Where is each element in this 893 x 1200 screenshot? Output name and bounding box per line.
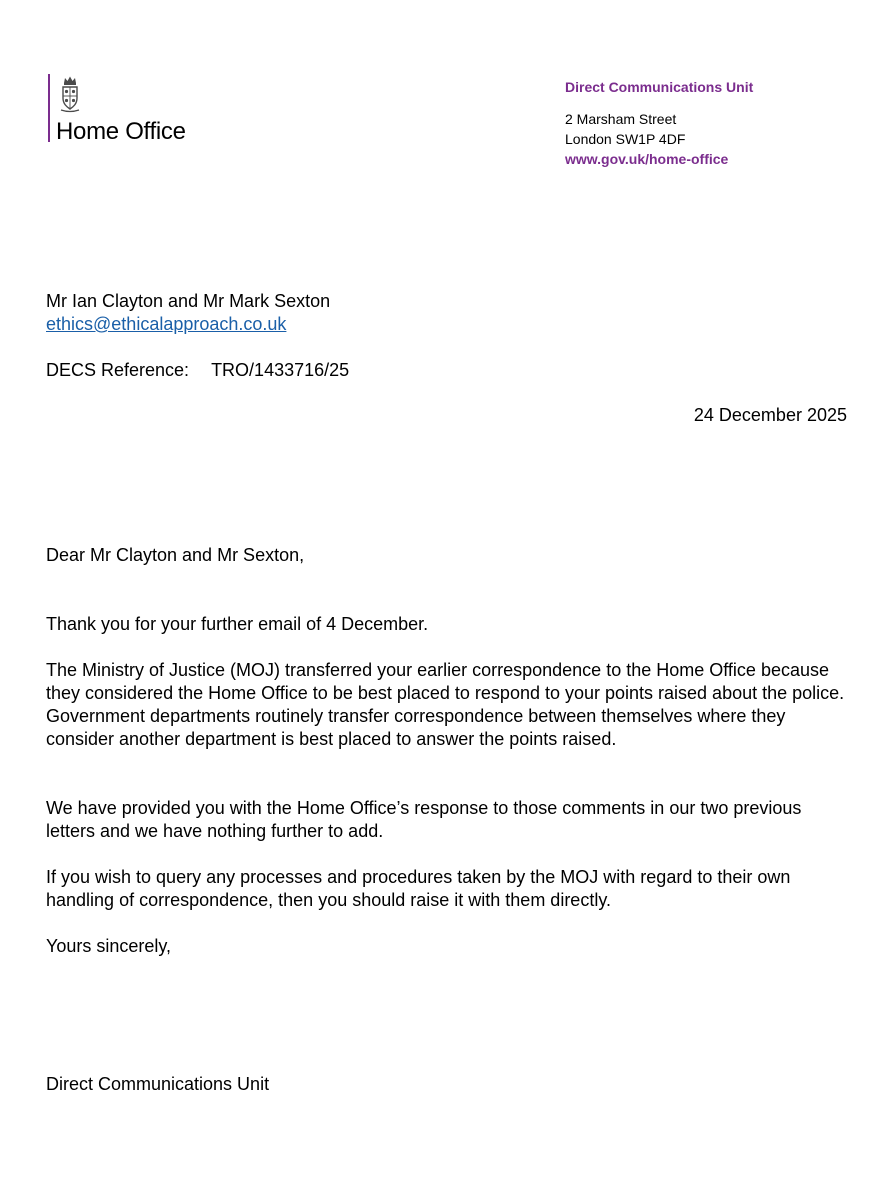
paragraph-4: If you wish to query any processes and procedures taken by the MOJ with regard to their own handling of correspondence, then you should raise it with them directly. xyxy=(46,867,791,910)
home-office-logo xyxy=(46,74,246,144)
department-name: Direct Communications Unit xyxy=(565,79,754,95)
department-address-block xyxy=(565,77,865,169)
paragraph-3: We have provided you with the Home Office’s response to those comments in our two previous letters and we have nothing further to add. xyxy=(46,798,802,841)
recipient-name: Mr Ian Clayton and Mr Mark Sexton xyxy=(46,291,331,311)
salutation: Dear Mr Clayton and Mr Sexton, xyxy=(46,545,305,565)
address-line-2: London SW1P 4DF xyxy=(565,131,686,147)
reference-line xyxy=(46,360,349,381)
royal-crest-icon xyxy=(58,74,82,114)
reference-label: DECS Reference: xyxy=(46,360,190,380)
paragraph-1: Thank you for your further email of 4 December. xyxy=(46,614,429,634)
department-website[interactable]: www.gov.uk/home-office xyxy=(565,151,729,167)
letter-date: 24 December 2025 xyxy=(693,405,847,425)
signature: Direct Communications Unit xyxy=(46,1074,270,1094)
paragraph-2: The Ministry of Justice (MOJ) transferred your earlier correspondence to the Home Office because they considered the Home Office to be best placed to respond to your points raised about the police. Government departments routinely transfer correspondence between themselves where they consider another department is best placed to answer the points raised. xyxy=(46,660,845,749)
recipient-block xyxy=(46,290,330,336)
logo-rule xyxy=(48,74,50,142)
address-line-1: 2 Marsham Street xyxy=(565,111,677,127)
closing: Yours sincerely, xyxy=(46,936,172,956)
logo-text: Home Office xyxy=(56,118,186,145)
reference-value: TRO/1433716/25 xyxy=(211,360,350,380)
recipient-email-link[interactable]: ethics@ethicalapproach.co.uk xyxy=(46,314,287,334)
